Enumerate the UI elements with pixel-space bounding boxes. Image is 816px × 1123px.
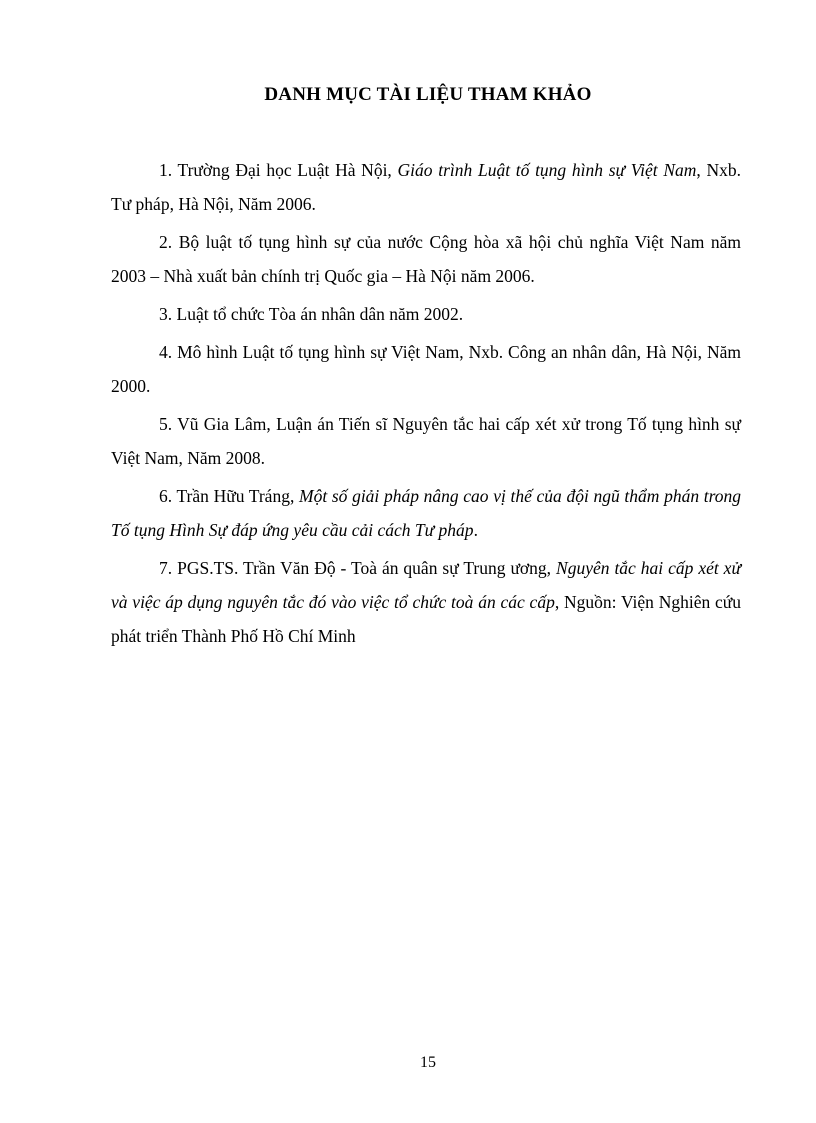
reference-text-after: , Nguồn: Viện Nghiên cứu phát triển Thành Phố Hồ Chí Minh xyxy=(111,592,741,646)
reference-text: Luật tổ chức Tòa án nhân dân năm 2002. xyxy=(176,304,464,324)
reference-number: 6. xyxy=(159,486,173,506)
page-number: 15 xyxy=(420,1054,436,1071)
reference-text: Trường Đại học Luật Hà Nội, xyxy=(177,160,398,180)
reference-text: Mô hình Luật tố tụng hình sự Việt Nam, Nxb. Công an nhân dân, Hà Nội, Năm 2000. xyxy=(111,342,742,396)
reference-item-6 xyxy=(111,479,741,547)
reference-item-5 xyxy=(111,407,741,475)
page-title: DANH MỤC TÀI LIỆU THAM KHẢO xyxy=(264,84,592,105)
reference-item-7 xyxy=(111,551,741,653)
reference-number: 1. xyxy=(159,160,173,180)
reference-number: 5. xyxy=(159,414,173,434)
reference-text-after: , Nxb. Tư pháp, Hà Nội, Năm 2006. xyxy=(111,160,741,214)
reference-title: Nguyên tắc hai cấp xét xử và việc áp dụng nguyên tắc đó vào việc tổ chức toà án các cấp xyxy=(111,558,741,612)
reference-item-4 xyxy=(111,335,741,403)
reference-text: PGS.TS. Trần Văn Độ - Toà án quân sự Trung ương, xyxy=(177,558,557,578)
reference-title: Giáo trình Luật tố tụng hình sự Việt Nam xyxy=(397,160,697,180)
reference-item-3 xyxy=(111,297,741,331)
reference-number: 3. xyxy=(159,304,173,324)
reference-text: Trần Hữu Tráng, xyxy=(176,486,299,506)
reference-text: Bộ luật tố tụng hình sự của nước Cộng hòa xã hội chủ nghĩa Việt Nam năm 2003 – Nhà xuất bản chính trị Quốc gia – Hà Nội năm 2006. xyxy=(111,232,742,286)
reference-number: 4. xyxy=(159,342,173,362)
reference-text: Vũ Gia Lâm, Luận án Tiến sĩ Nguyên tắc hai cấp xét xử trong Tố tụng hình sự Việt Nam, Năm 2008. xyxy=(111,414,742,468)
reference-item-2 xyxy=(111,225,741,293)
reference-number: 2. xyxy=(159,232,173,252)
reference-title: Một số giải pháp nâng cao vị thế của đội ngũ thẩm phán trong Tố tụng Hình Sự đáp ứng yêu cầu cải cách Tư pháp xyxy=(111,486,742,540)
reference-item-1 xyxy=(111,153,741,221)
reference-text-after: . xyxy=(473,520,478,540)
reference-number: 7. xyxy=(159,558,173,578)
reference-list xyxy=(111,153,741,657)
